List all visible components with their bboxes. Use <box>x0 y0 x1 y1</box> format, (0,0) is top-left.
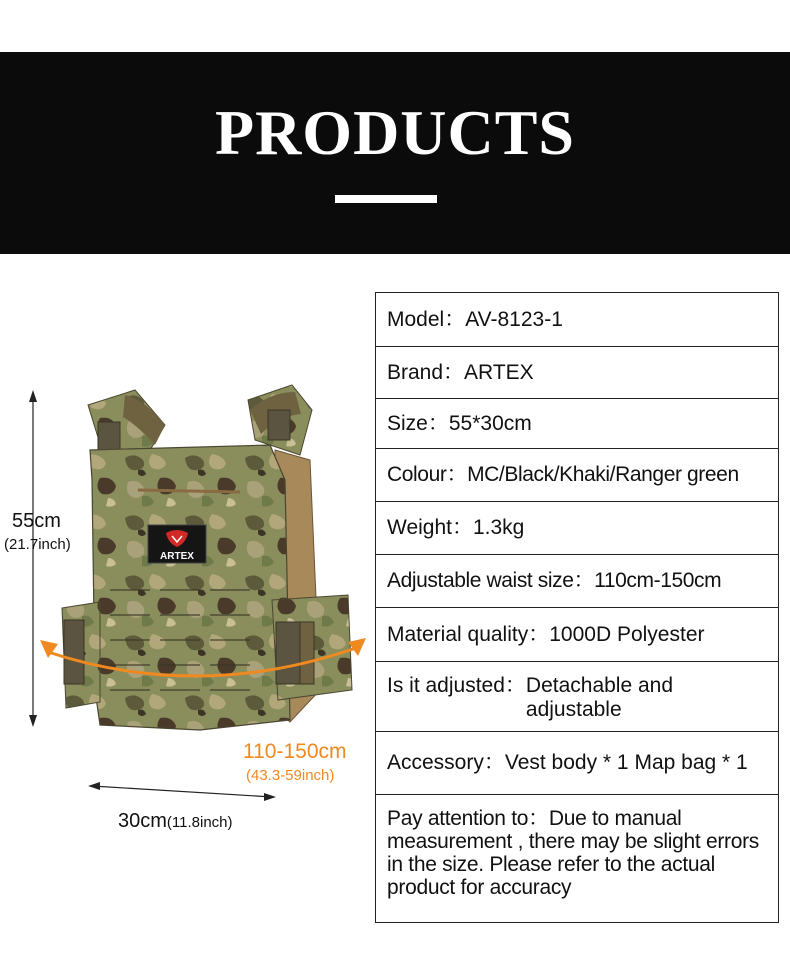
spec-row-adjusted <box>376 661 778 731</box>
spec-key: Colour： <box>387 463 468 486</box>
spec-key: Brand： <box>387 360 465 384</box>
spec-value: Due to manual measurement , there may be slight errors in the size. Please refer to the actual product for accuracy <box>387 807 759 899</box>
spec-key: Weight： <box>387 516 473 539</box>
zipper <box>138 490 240 492</box>
spec-key: Material quality： <box>387 622 550 646</box>
spec-value: Vest body * 1 Map bag * 1 <box>504 751 748 774</box>
spec-value: MC/Black/Khaki/Ranger green <box>467 463 739 486</box>
patch-label: ARTEX <box>160 551 194 562</box>
spec-value: ARTEX <box>464 360 534 384</box>
spec-value: Detachable and adjustable <box>525 674 674 721</box>
vest-side-cummerbund-right <box>272 595 352 700</box>
spec-value: 110cm-150cm <box>594 569 722 592</box>
title-underline <box>335 195 437 203</box>
height-label-inch: (21.7inch) <box>4 536 71 553</box>
spec-value: AV-8123-1 <box>465 307 563 331</box>
vest-side-cummerbund-left <box>62 602 100 708</box>
waist-label: 110-150cm <box>243 740 347 763</box>
spec-value: 1000D Polyester <box>549 622 705 646</box>
spec-row-colour <box>376 448 778 501</box>
vest-front-plate <box>90 445 290 730</box>
height-label: 55cm <box>12 510 61 532</box>
spec-value: 55*30cm <box>448 411 532 435</box>
product-figure <box>0 330 370 850</box>
waist-label-inch: (43.3-59inch) <box>246 767 335 784</box>
spec-row-size <box>376 398 778 448</box>
spec-key: Is it adjusted： <box>387 674 526 697</box>
artex-patch <box>148 525 206 563</box>
spec-key: Accessory： <box>387 751 505 774</box>
page-title: PRODUCTS <box>214 97 576 168</box>
width-label-inch: (11.8inch) <box>166 814 233 831</box>
spec-row-model <box>376 293 778 346</box>
spec-row-waist <box>376 554 778 607</box>
spec-row-material <box>376 607 778 661</box>
spec-row-weight <box>376 501 778 554</box>
height-dimension-arrow <box>29 390 37 727</box>
spec-key: Size： <box>387 411 449 435</box>
width-label-group <box>118 810 233 833</box>
spec-row-brand <box>376 346 778 398</box>
spec-row-note <box>376 794 778 922</box>
spec-table <box>375 292 779 923</box>
spec-value: 1.3kg <box>472 516 525 539</box>
spec-row-accessory <box>376 731 778 794</box>
spec-key: Model： <box>387 307 466 331</box>
spec-note-text <box>387 807 762 899</box>
spec-key: Pay attention to： <box>387 807 549 830</box>
width-dimension-arrow <box>88 782 276 801</box>
width-label: 30cm <box>118 810 167 832</box>
spec-key: Adjustable waist size： <box>387 569 595 592</box>
